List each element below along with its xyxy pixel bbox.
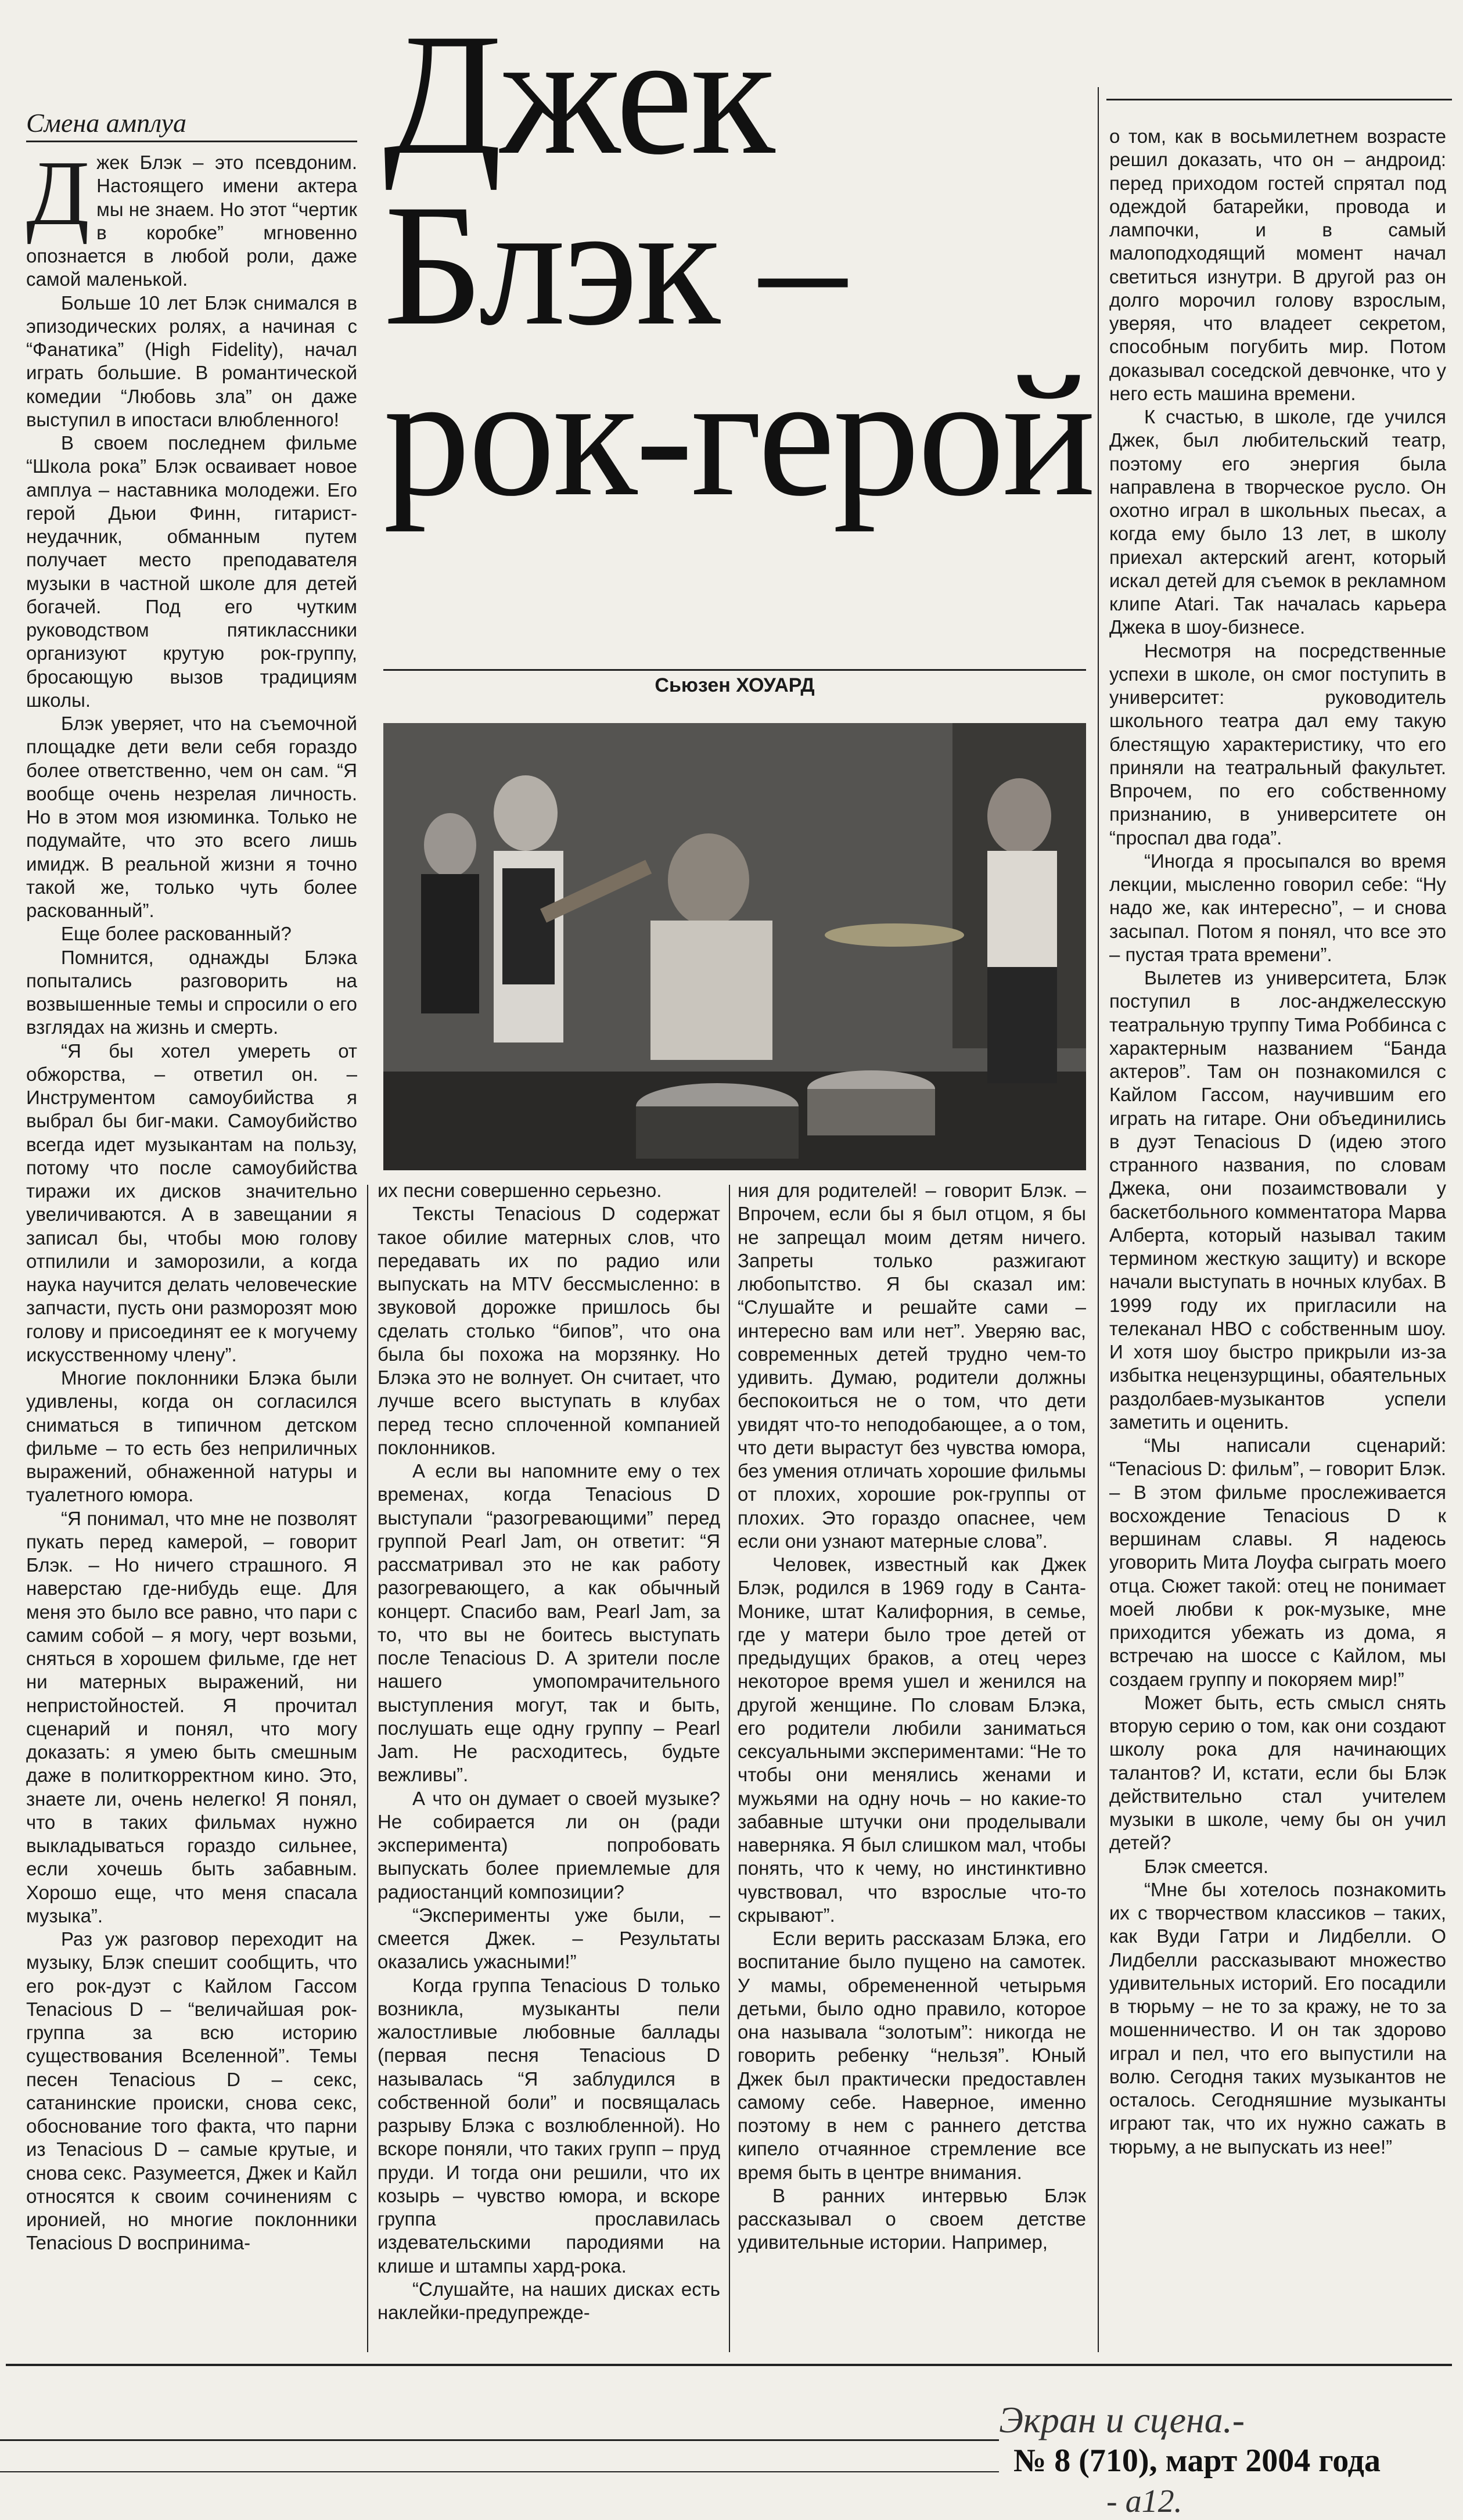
paragraph: Тексты Tenacious D содержат такое обилие матерных слов, что передавать их по радио или выпускать на MTV бессмысленно: в звуковой дорожке пришлось бы сделать столько “бипов”, что она была бы похожа на морзянку. Но Блэка это не волнует. Он считает, что лучше всего выступать в клубах перед тесно сплоченной компанией поклонников.: [378, 1203, 720, 1458]
paragraph: о том, как в восьмилетнем возрасте решил доказать, что он – андроид: перед приходом гостей спрятал под одеждой батарейки, провода и лампочки, и в самый малоподходящий момент начал светиться изнутри. В другой раз он долго морочил голову взрослым, уверяя, что владеет секретом, способным погубить мир. Потом доказывал соседской девчонке, что у него есть машина времени.: [1109, 125, 1446, 404]
paragraph: Раз уж разговор переходит на музыку, Блэк спешит сообщить, что его рок-дуэт с Кайлом Гассом Tenacious D – “величайшая рок-группа за всю историю существования Вселенной”. Темы песен Tenacious D – секс, сатанинские происки, снова секс, обоснование того факта, что парни из Tenacious D – самые крутые, и снова секс. Разумеется, Джек и Кайл относятся к своим сочинениям с иронией, но многие поклонники Tenacious D воспринима-: [26, 1928, 357, 2254]
column-4: [1109, 125, 1446, 2352]
column-rule: [1098, 87, 1099, 2352]
drop-cap: Д: [26, 151, 90, 245]
frame-bottom-rule: [6, 2364, 1452, 2366]
headline-line-3: рок-герой: [383, 339, 1094, 532]
handwritten-note: Экран и сцена.-: [999, 2399, 1245, 2440]
paragraph: ния для родителей! – говорит Блэк. – Впрочем, если бы я был отцом, я бы не запрещал моим детям ничего. Запреты только разжигают любопытство. Я бы сказал им: “Слушайте и решайте сами – интересно вам или нет”. Уверяю вас, современных детей трудно чем-то удивить. Думаю, родители должны беспокоиться не о том, что дети увидят что-то неподобающее, а о том, что дети вырастут без чувства юмора, без умения отличать хорошие фильмы от плохих, хорошие рок-группы от плохих. Это гораздо опаснее, чем если они узнают матерные слова”.: [738, 1180, 1086, 1552]
paragraph: “Я понимал, что мне не позволят пукать перед камерой, – говорит Блэк. – Но ничего страшного. Я наверстаю где-нибудь еще. Для меня это было все равно, что пари с самим собой – я могу, черт возьми, сняться в хорошем фильме, где нет ни матерных выражений, ни непристойностей. Я прочитал сценарий и понял, что могу доказать: я умею быть смешным даже в политкорректном кино. Это, знаете ли, очень нелегко! Я понял, что в таких фильмах нужно выкладываться гораздо сильнее, если хочешь быть забавным. Хорошо еще, что меня спасала музыка”.: [26, 1507, 357, 1926]
paragraph: Блэк смеется.: [1144, 1855, 1269, 1877]
paragraph: Может быть, есть смысл снять вторую серию о том, как они создают школу рока для начинающих талантов? И, кстати, если бы Блэк действительно стал учителем музыки в школе, чему бы он учил детей?: [1109, 1691, 1446, 1854]
column-2: [378, 1179, 720, 2352]
paragraph: “Слушайте, на наших дисках есть наклейки-предупрежде-: [378, 2278, 720, 2323]
headline-line-1: Джек: [383, 0, 773, 190]
paragraph: Больше 10 лет Блэк снимался в эпизодических ролях, а начиная с “Фанатика” (High Fidelity), начал играть большие. В романтической комедии “Любовь зла” он даже выступил в ипостаси влюбленного!: [26, 292, 357, 430]
paragraph: В ранних интервью Блэк рассказывал о своем детстве удивительные истории. Например,: [738, 2184, 1086, 2253]
paragraph: “Я бы хотел умереть от обжорства, – ответил он. – Инструментом самоубийства я выбрал бы биг-маки. Самоубийство всегда идет музыкантам на пользу, потому что после самоубийства тиражи их дисков значительно увеличиваются. А в завещании я записал бы, чтобы мою голову отпилили и заморозили, а когда наука научится делать человеческие запчасти, пусть они разморозят мою голову и присоединят ее к могучему искусственному члену”.: [26, 1040, 357, 1365]
column-3: [738, 1179, 1086, 2352]
paragraph: Несмотря на посредственные успехи в школе, он смог поступить в университет: руководитель школьного театра дал ему такую блестящую характеристику, что его приняли на театральный факультет. Впрочем, по его собственному признанию, в университете он “проспал два года”.: [1109, 639, 1446, 849]
author-byline: Сьюзен ХОУАРД: [383, 669, 1086, 695]
section-label: Смена амплуа: [26, 107, 357, 142]
headline-line-2: Блэк –: [383, 168, 844, 361]
paragraph: Человек, известный как Джек Блэк, родился в 1969 году в Санта-Монике, штат Калифорния, в семье, где у матери было трое детей от предыдущих браков, а отец через некоторое время ушел и женился на другой женщине. По словам Блэка, его родители любили заниматься сексуальными экспериментами: “Не то чтобы они менялись женами и мужьями на одну ночь – но какие-то забавные штучки они проделывали наверняка. Я был слишком мал, чтобы понять, что к чему, но инстинктивно чувствовал, что взрослые что-то скрывают”.: [738, 1554, 1086, 1926]
headline: [383, 0, 1094, 532]
column-1: [26, 151, 357, 2352]
paragraph: А если вы напомните ему о тех временах, когда Tenacious D выступали “разогревающими” перед группой Pearl Jam, он ответит: “Я рассматривал это не как работу разогревающего, а как обычный концерт. Спасибо вам, Pearl Jam, за то, что вы не боитесь выступать после Tenacious D. А зрители после нашего умопомрачительного выступления могут, так и быть, послушать еще одну группу – Pearl Jam. Не расходитесь, будьте вежливы”.: [378, 1460, 720, 1786]
paragraph: “Мы написали сценарий: “Tenacious D: фильм”, – говорит Блэк. – В этом фильме прослеживается восхождение Tenacious D к вершинам славы. Я надеюсь уговорить Мита Лоуфа сыграть моего отца. Сюжет такой: отец не понимает моей любви к рок-музыке, мне приходится убежать из дома, я встречаю на шоссе с Кайлом, мы создаем группу и покоряем мир!”: [1109, 1435, 1446, 1690]
footer-rule: [0, 2439, 999, 2441]
paragraph: Если верить рассказам Блэка, его воспитание было пущено на самотек. У мамы, обремененной четырьмя детьми, было одно правило, которое она называла “золотым”: никогда не говорить ребенку “нельзя”. Юный Джек был практически предоставлен самому себе. Наверное, именно поэтому в нем с раннего детства кипело отчаянное стремление все время быть в центре внимания.: [738, 1928, 1086, 2183]
paragraph: “Иногда я просыпался во время лекции, мысленно говорил себе: “Ну надо же, как интересно”, – и снова засыпал. Потом я понял, что все это – пустая трата времени”.: [1109, 850, 1446, 965]
paragraph: А что он думает о своей музыке? Не собирается ли он (ради эксперимента) попробовать выпускать более приемлемые для радиостанций композиции?: [378, 1787, 720, 1903]
movie-still-photo: [383, 723, 1086, 1170]
paragraph: их песни совершенно серьезно.: [378, 1180, 662, 1201]
paragraph: К счастью, в школе, где учился Джек, был любительский театр, поэтому его энергия была направлена в творческое русло. Он охотно играл в школьных пьесах, а когда ему было 13 лет, в школу приехал актерский агент, который искал детей для съемок в рекламном клипе Atari. Так началась карьера Джека в шоу-бизнесе.: [1109, 406, 1446, 638]
page-note: - a12.: [1106, 2483, 1182, 2519]
issue-line: № 8 (710), март 2004 года: [1013, 2443, 1381, 2479]
paragraph: Помнится, однажды Блэка попытались разговорить на возвышенные темы и спросили о его взглядах на жизнь и смерть.: [26, 946, 357, 1038]
column-rule: [367, 1185, 368, 2352]
paragraph: Многие поклонники Блэка были удивлены, когда он согласился сниматься в типичном детском фильме – то есть без неприличных выражений, обнаженной натуры и туалетного юмора.: [26, 1367, 357, 1506]
paragraph: “Эксперименты уже были, – смеется Джек. – Результаты оказались ужасными!”: [378, 1904, 720, 1973]
footer-rule-2: [0, 2471, 999, 2472]
paragraph: Когда группа Tenacious D только возникла, музыканты пели жалостливые любовные баллады (первая песня Tenacious D называлась “Я заблудился в собственной боли” и посвящалась разрыву Блэка с возлюбленной). Но вскоре поняли, что таких групп – пруд пруди. И тогда они решили, что их козырь – чувство юмора, и вскоре группа прославилась издевательскими пародиями на клише и штампы хард-рока.: [378, 1974, 720, 2277]
column-rule: [729, 1185, 730, 2352]
paragraph: “Мне бы хотелось познакомить их с творчеством классиков – таких, как Вуди Гатри и Лидбелли. О Лидбелли рассказывают множество удивительных историй. Его посадили в тюрьму – не то за кражу, не то за мошенничество. И он так здорово играл и пел, что его выпустили на волю. Сегодня таких музыкантов не осталось. Сегодняшние музыканты играют так, что их нужно сажать в тюрьму, а не выпускать из нее!”: [1109, 1878, 1446, 2158]
frame-top-rule: [1106, 99, 1452, 100]
paragraph: Блэк уверяет, что на съемочной площадке дети вели себя гораздо более ответственно, чем он сам. “Я вообще очень незрелая личность. Но в этом моя изюминка. Только не подумайте, что это всего лишь имидж. В реальной жизни я точно такой же, только чуть более раскованный”.: [26, 713, 357, 921]
paragraph: Вылетев из университета, Блэк поступил в лос-анджелесскую театральную труппу Тима Роббинса с характерным названием “Банда актеров”. Там он познакомился с Кайлом Гассом, научившим его играть на гитаре. Они объединились в дуэт Tenacious D (идею этого странного названия, по словам Джека, они позаимствовали у баскетбольного комментатора Марва Алберта, который называл таким термином жесткую защиту) и вскоре начали выступать в ночных клубах. В 1999 году их пригласили на телеканал HBO с собственным шоу. И хотя шоу быстро прикрыли из-за избытка нецензурщины, обаятельных раздолбаев-музыкантов успели заметить и оценить.: [1109, 967, 1446, 1433]
paragraph: Еще более раскованный?: [61, 923, 292, 945]
paragraph: В своем последнем фильме “Школа рока” Блэк осваивает новое амплуа – наставника молодежи. Его герой Дьюи Финн, гитарист-неудачник, обманным путем получает место преподавателя музыки в частной школе для детей богачей. Под его чутким руководством пятиклассники организуют крутую рок-группу, бросающую вызов традициям школы.: [26, 432, 357, 711]
paragraph: Джек Блэк – это псевдоним. Настоящего имени актера мы не знаем. Но этот “чертик в коробке” мгновенно опознается в любой роли, даже самой маленькой.: [26, 151, 357, 290]
photo-illustration: [383, 723, 1086, 1170]
